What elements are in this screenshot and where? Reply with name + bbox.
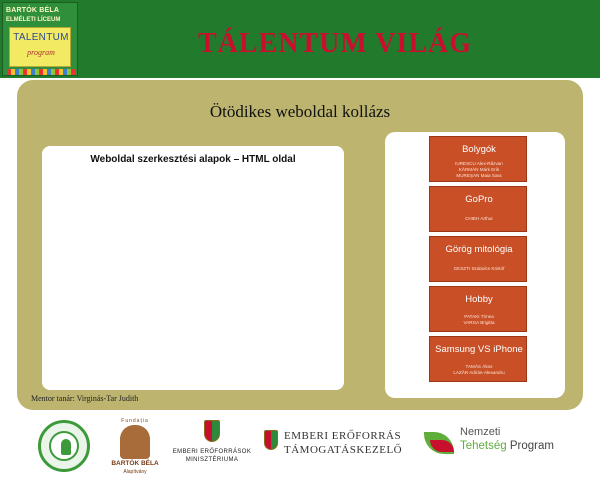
ntp-line-2a: Tehetség (460, 440, 507, 452)
logo-line-1: BARTÓK BÉLA (6, 7, 60, 14)
topic-box[interactable] (429, 286, 527, 332)
document-title: Weboldal szerkesztési alapok – HTML oldal (90, 154, 296, 165)
logo-line-2: ELMÉLETI LÍCEUM (6, 17, 61, 23)
topic-member-name: VARGA Brigitta (463, 320, 495, 325)
ntp-line-2 (460, 440, 584, 452)
emet-logo[interactable] (262, 426, 412, 472)
footer-logos (0, 412, 600, 480)
emet-line-2: TÁMOGATÁSKEZELŐ (284, 444, 403, 456)
foundation-logo[interactable] (112, 418, 158, 476)
ntp-line-1: Nemzeti (460, 426, 501, 438)
header-bar (0, 0, 600, 78)
topic-member-name: IURESCU Alex-Răzvan (455, 161, 503, 166)
logo-decoration (7, 69, 75, 75)
topic-member-name: PATAKI Tímea (464, 314, 494, 319)
ministry-label (172, 448, 252, 464)
logo-board-text: TALENTUM (13, 32, 69, 43)
school-seal-logo[interactable] (38, 420, 90, 472)
ministry-line-1: EMBERI ERŐFORRÁSOK (172, 449, 252, 455)
topic-member-name: LAZĂR Adrián-Alexandru (453, 370, 505, 375)
tree-icon (61, 439, 71, 455)
topic-title: GoPro (465, 194, 493, 205)
portrait-icon (120, 425, 150, 459)
ministry-line-2: MINISZTÉRIUMA (185, 457, 239, 463)
foundation-top-label: Fundația (121, 418, 149, 424)
topic-title: Hobby (465, 294, 493, 305)
topic-box[interactable] (429, 186, 527, 232)
topic-title: Samsung VS iPhone (435, 344, 523, 355)
topic-box[interactable] (429, 236, 527, 282)
mentor-label: Mentor tanár: Virginás-Tar Judith (31, 394, 139, 403)
topic-member-name: GESZTI Szabolcs Kristóf (453, 266, 505, 271)
document-card (42, 146, 344, 390)
topic-member-name: KÁRMÁN Márk Erik (458, 167, 500, 172)
topics-card (385, 132, 565, 398)
logo-board (9, 27, 71, 67)
topic-title: Bolygók (462, 144, 496, 155)
panel-title: Ötödikes weboldal kollázs (209, 102, 391, 121)
topic-title: Görög mitológia (445, 244, 513, 255)
logo-board-sub: program (27, 48, 55, 57)
topic-member-name: MUREȘAN Maia Sara (456, 173, 502, 178)
emet-line-1: EMBERI ERŐFORRÁS (284, 430, 402, 442)
topic-member-name: TAMÁS Ákos (465, 364, 493, 369)
topic-box[interactable] (429, 136, 527, 182)
site-title: TÁLENTUM VILÁG (197, 28, 473, 59)
foundation-name: BARTÓK BÉLA (111, 460, 159, 467)
coat-of-arms-icon (264, 430, 278, 450)
seal-inner-ring (49, 431, 79, 461)
ministry-logo[interactable] (172, 418, 252, 478)
coat-of-arms-icon (204, 420, 220, 442)
topic-box[interactable] (429, 336, 527, 382)
school-logo[interactable] (2, 2, 78, 76)
topic-member-name: CHIEH Arthur (465, 216, 493, 221)
main-panel (17, 80, 583, 410)
ntp-line-2b: Program (506, 440, 554, 452)
ntp-logo[interactable] (424, 424, 584, 472)
foundation-sub-label: Alapítvány (123, 469, 147, 475)
